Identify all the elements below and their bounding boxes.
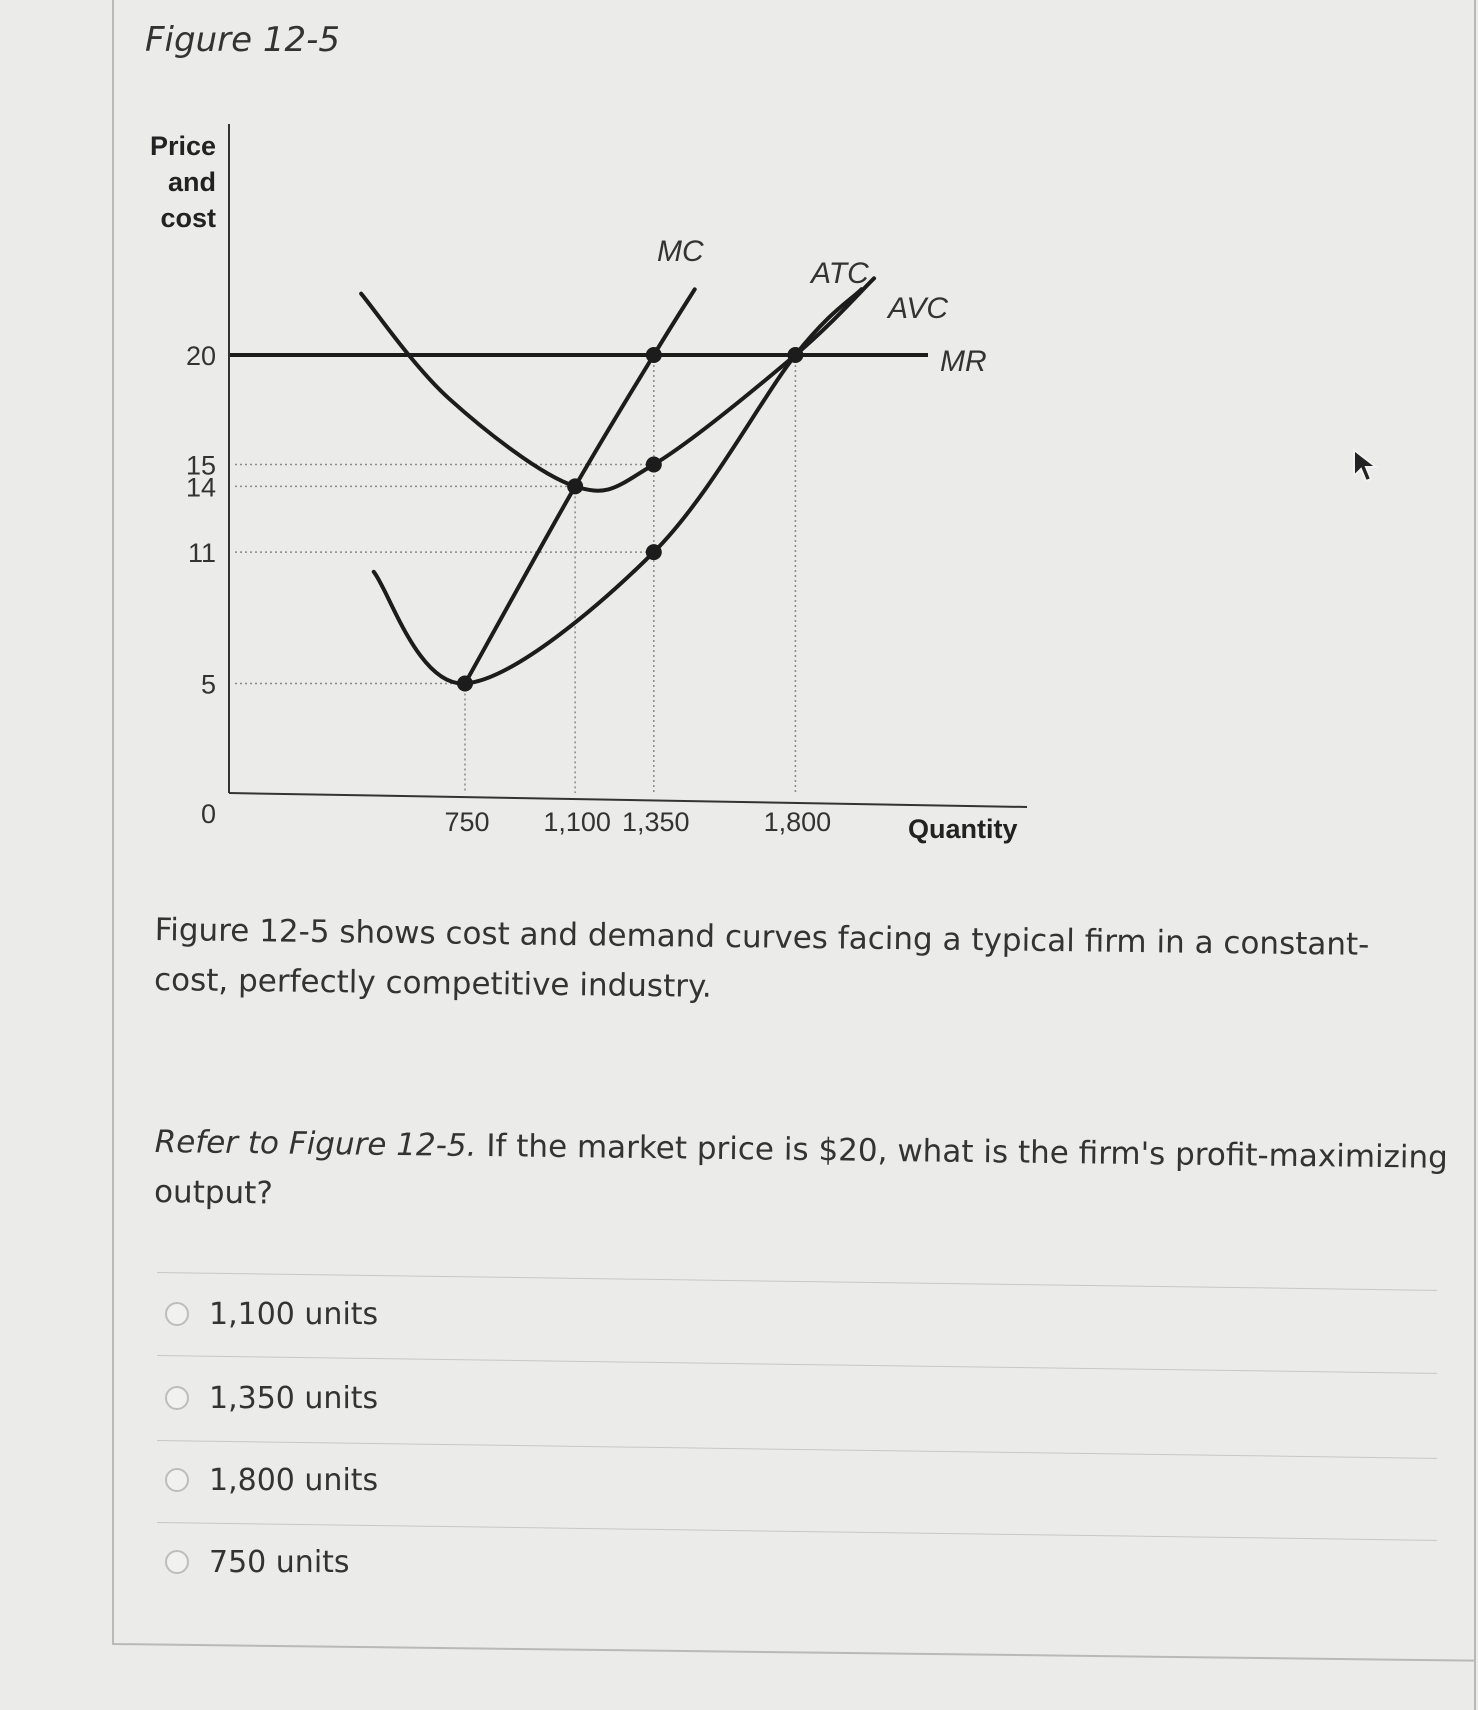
y-tick-label: 20: [185, 341, 216, 371]
x-tick-label: 1,350: [622, 807, 690, 837]
answer-option-1800[interactable]: [165, 1460, 378, 1500]
radio-button[interactable]: [165, 1386, 189, 1410]
answer-option-1100[interactable]: [165, 1294, 378, 1334]
option-divider: [157, 1272, 1437, 1291]
x-axis: [229, 793, 1027, 807]
figure-title: Figure 12-5: [145, 20, 341, 60]
option-label: 1,800 units: [209, 1462, 379, 1498]
radio-button[interactable]: [165, 1468, 189, 1492]
y-tick-label: 5: [200, 669, 216, 700]
atc-curve: [361, 278, 874, 490]
option-label: 1,100 units: [209, 1296, 379, 1332]
x-axis-label: Quantity: [908, 814, 1018, 844]
y-tick-label: 15: [185, 450, 216, 481]
mouse-pointer-icon: [1352, 448, 1380, 488]
question-text: [154, 1117, 1455, 1233]
y-tick-label: 11: [187, 538, 216, 569]
y-tick-label: 0: [200, 799, 216, 829]
x-tick-label: 1,100: [543, 807, 611, 837]
y-tick-label: 14: [185, 472, 216, 503]
figure-description: Figure 12-5 shows cost and demand curves facing a typical firm in a constant-cost, perfectly competitive industry.: [153, 911, 1370, 1005]
data-point-marker: [646, 544, 662, 560]
data-point-marker: [457, 676, 473, 692]
x-tick-label: 1,800: [763, 807, 832, 837]
option-label: 750 units: [209, 1544, 350, 1580]
data-point-marker: [646, 457, 662, 473]
mc-label: MC: [657, 235, 704, 268]
radio-button[interactable]: [165, 1550, 189, 1574]
card-bottom-border: [112, 1643, 1476, 1662]
y-axis-label-line: cost: [160, 203, 216, 233]
avc-label: AVC: [888, 292, 949, 325]
question-lead: Refer to Figure 12-5.: [154, 1123, 477, 1164]
answer-option-750[interactable]: [165, 1542, 350, 1582]
x-tick-label: 750: [444, 807, 490, 837]
y-axis-label-line: and: [167, 167, 216, 197]
mr-label: MR: [940, 345, 987, 378]
data-point-marker: [787, 347, 803, 363]
answer-option-1350[interactable]: [165, 1378, 378, 1418]
y-axis-label-line: Price: [149, 131, 216, 161]
option-label: 1,350 units: [209, 1380, 379, 1416]
option-divider: [157, 1522, 1437, 1541]
atc-label: ATC: [811, 257, 869, 290]
option-divider: [157, 1440, 1437, 1459]
radio-button[interactable]: [165, 1302, 189, 1326]
data-point-marker: [567, 478, 583, 494]
data-point-marker: [646, 347, 662, 363]
question-body: If the market price is $20, what is the firm's profit-maximizing output?: [153, 1127, 1449, 1212]
option-divider: [157, 1355, 1437, 1374]
